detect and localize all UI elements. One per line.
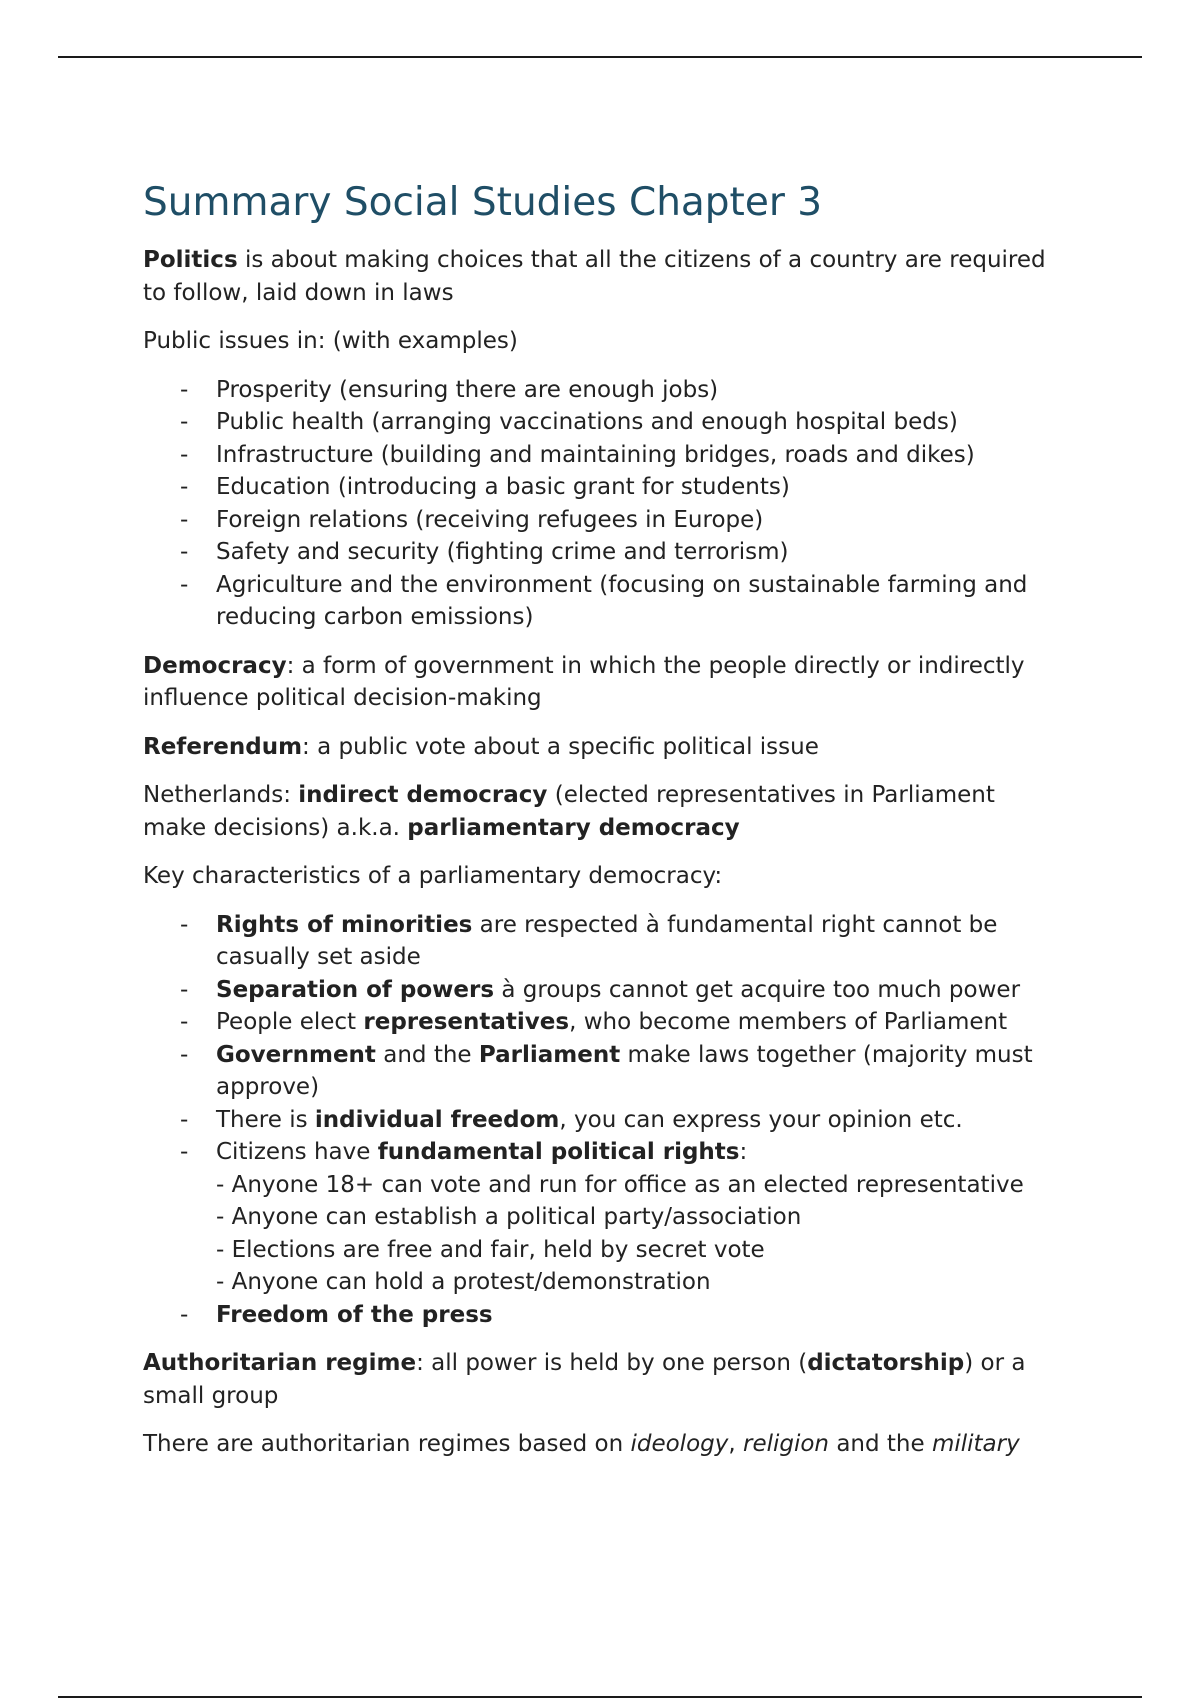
term-indirect-democracy: indirect democracy bbox=[298, 782, 548, 808]
authoritarian-definition: Authoritarian regime: all power is held by one person (dictatorship) or a small group bbox=[143, 1350, 1026, 1409]
bottom-rule bbox=[58, 1696, 1142, 1698]
sub-item: - Anyone 18+ can vote and run for office as an elected representative bbox=[216, 1171, 1024, 1198]
key-characteristics-intro: Key characteristics of a parliamentary democracy: bbox=[143, 863, 723, 889]
list-item: - Safety and security (fighting crime and terrorism) bbox=[180, 539, 789, 565]
list-item: - Freedom of the press bbox=[180, 1301, 493, 1328]
regimes-paragraph: There are authoritarian regimes based on ideology, religion and the military bbox=[143, 1431, 1020, 1457]
list-item: - Rights of minorities are respected à fundamental right cannot be casually set aside bbox=[180, 911, 998, 970]
list-item: - Government and the Parliament make laws together (majority must approve) bbox=[180, 1041, 1033, 1100]
sub-item: - Anyone can establish a political party/association bbox=[216, 1204, 802, 1230]
list-item: - Agriculture and the environment (focusing on sustainable farming and reducing carbon emissions) bbox=[180, 571, 1028, 630]
term-referendum: Referendum bbox=[143, 733, 303, 760]
list-item: - Public health (arranging vaccinations and enough hospital beds) bbox=[180, 409, 958, 435]
list-item: - Infrastructure (building and maintaining bridges, roads and dikes) bbox=[180, 441, 975, 468]
list-item: - People elect representatives, who become members of Parliament bbox=[180, 1009, 1008, 1035]
public-issues-intro: Public issues in: (with examples) bbox=[143, 328, 518, 354]
list-item: - Citizens have fundamental political rights: - Anyone 18+ can vote and run for office as an elected representative - Anyone can establish a political party/association - Elections are free and fair, held by secret vote - Anyone can hold a protest/demonstration bbox=[143, 1136, 1063, 1299]
term-parliamentary-democracy: parliamentary democracy bbox=[407, 814, 740, 841]
term-politics: Politics bbox=[143, 247, 238, 273]
referendum-definition: Referendum: a public vote about a specific political issue bbox=[143, 733, 819, 760]
sub-item: - Anyone can hold a protest/demonstration bbox=[216, 1269, 711, 1295]
netherlands-paragraph: Netherlands: indirect democracy (elected representatives in Parliament make decisions) a.k.a. parliamentary democracy bbox=[143, 782, 995, 841]
list-item: - Prosperity (ensuring there are enough jobs) bbox=[180, 376, 719, 403]
page-title: Summary Social Studies Chapter 3 bbox=[143, 180, 823, 225]
term-democracy: Democracy bbox=[143, 652, 287, 679]
term-dictatorship: dictatorship bbox=[807, 1350, 965, 1376]
document-page bbox=[143, 178, 1063, 1477]
list-item: - Separation of powers à groups cannot get acquire too much power bbox=[180, 976, 1021, 1003]
politics-definition: Politics is about making choices that all the citizens of a country are required to follow, laid down in laws bbox=[143, 247, 1046, 306]
top-rule bbox=[58, 56, 1142, 58]
democracy-definition: Democracy: a form of government in which the people directly or indirectly influence political decision-making bbox=[143, 652, 1025, 711]
list-item: - There is individual freedom, you can express your opinion etc. bbox=[180, 1106, 963, 1133]
public-issues-list bbox=[143, 374, 1063, 634]
key-characteristics-list bbox=[143, 909, 1063, 1332]
sub-item: - Elections are free and fair, held by secret vote bbox=[216, 1236, 765, 1263]
list-item: - Education (introducing a basic grant for students) bbox=[180, 474, 790, 500]
term-authoritarian-regime: Authoritarian regime bbox=[143, 1350, 417, 1376]
list-item: - Foreign relations (receiving refugees in Europe) bbox=[180, 506, 764, 533]
